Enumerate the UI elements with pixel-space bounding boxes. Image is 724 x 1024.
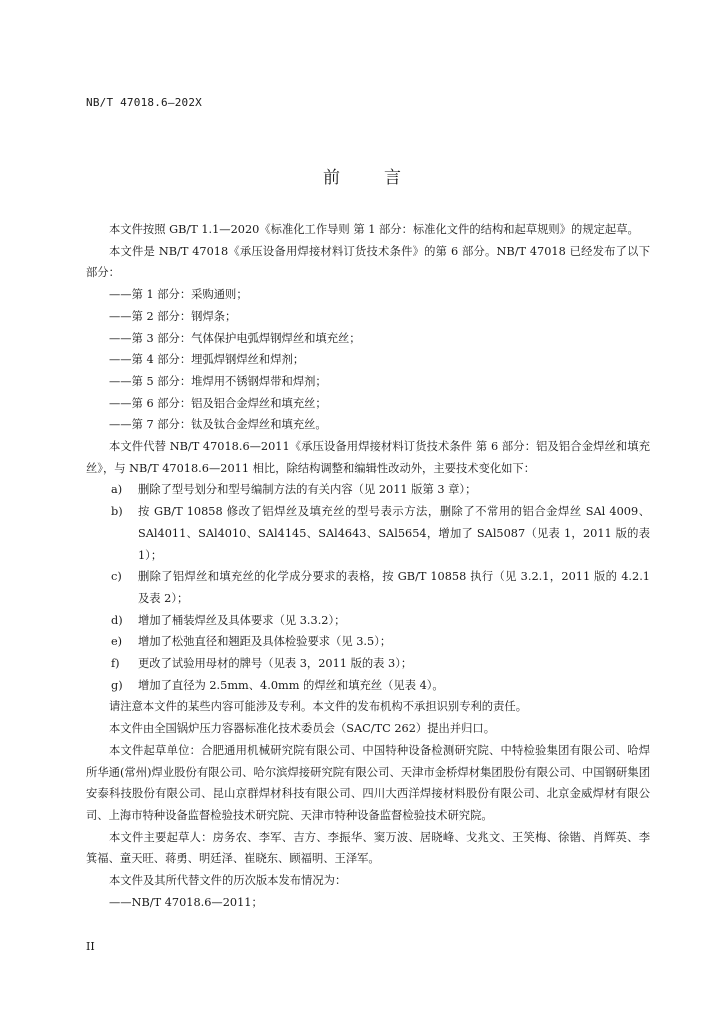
change-marker: c)	[111, 570, 122, 584]
standard-code-header: NB/T 47018.6—202X	[86, 96, 202, 109]
change-text: 按 GB/T 10858 修改了铝焊丝及填充丝的型号表示方法，删除了不常用的铝合金焊丝 SAl 4009、SAl4011、SAl4010、SAl4145、SAl4643、SAl5654，增加了 SAl5087（见表 1，2011 版的表 1）；	[138, 505, 650, 562]
list-item: ——第 1 部分：采购通则；	[109, 288, 248, 302]
paragraph-drafters: 本文件主要起草人：房务农、李军、吉方、李振华、窦万波、居晓峰、戈兆文、王笑梅、徐锴、肖辉英、李箕福、童天旺、蒋勇、明廷泽、崔晓东、顾福明、王泽军。	[86, 830, 650, 866]
paragraph-drafting-units: 本文件起草单位：合肥通用机械研究院有限公司、中国特种设备检测研究院、中特检验集团有限公司、哈焊所华通(常州)焊业股份有限公司、哈尔滨焊接研究院有限公司、天津市金桥焊材集团股份有限公司、中国钢研集团安泰科技股份有限公司、昆山京群焊材科技有限公司、四川大西洋焊接材料股份有限公司、北京金威焊材有限公司、上海市特种设备监督检验技术研究院、天津市特种设备监督检验技术研究院。	[86, 743, 650, 822]
change-item	[86, 631, 650, 653]
page-title: 前言	[323, 168, 445, 188]
history-item: ——NB/T 47018.6—2011；	[109, 895, 263, 909]
paragraph-part-intro: 本文件是 NB/T 47018《承压设备用焊接材料订货技术条件》的第 6 部分。NB/T 47018 已经发布了以下部分：	[86, 244, 650, 280]
foreword-content	[86, 219, 650, 914]
change-item	[86, 675, 650, 697]
change-text: 增加了松弛直径和翘距及具体检验要求（见 3.5）；	[138, 635, 392, 649]
change-text: 增加了桶装焊丝及具体要求（见 3.3.2）；	[138, 613, 346, 627]
change-marker: g)	[111, 678, 123, 692]
list-item: ——第 3 部分：气体保护电弧焊钢焊丝和填充丝；	[109, 331, 361, 345]
paragraph-patent-notice: 请注意本文件的某些内容可能涉及专利。本文件的发布机构不承担识别专利的责任。	[109, 700, 527, 714]
list-item: ——第 5 部分：堆焊用不锈钢焊带和焊剂；	[109, 374, 327, 388]
paragraph-replacement: 本文件代替 NB/T 47018.6—2011《承压设备用焊接材料订货技术条件 第 6 部分：铝及铝合金焊丝和填充丝》，与 NB/T 47018.6—2011 相比，除结构调整和编辑性改动外，主要技术变化如下：	[86, 440, 650, 475]
list-item: ——第 7 部分：钛及钛合金焊丝和填充丝。	[109, 418, 327, 432]
change-item	[86, 479, 650, 501]
change-marker: f)	[111, 657, 120, 671]
change-marker: d)	[111, 613, 123, 627]
change-item	[86, 653, 650, 675]
paragraph-committee: 本文件由全国锅炉压力容器标准化技术委员会（SAC/TC 262）提出并归口。	[109, 722, 495, 736]
change-text: 删除了铝焊丝和填充丝的化学成分要求的表格，按 GB/T 10858 执行（见 3.2.1，2011 版的 4.2.1 及表 2）；	[138, 570, 650, 605]
list-item: ——第 4 部分：埋弧焊钢焊丝和焊剂；	[109, 353, 305, 367]
change-item	[86, 610, 650, 632]
page-number: II	[86, 940, 95, 953]
change-text: 更改了试验用母材的牌号（见表 3，2011 版的表 3）；	[138, 657, 413, 671]
change-item	[86, 501, 650, 566]
paragraph-history-intro: 本文件及其所代替文件的历次版本发布情况为：	[109, 874, 347, 888]
change-text: 增加了直径为 2.5mm、4.0mm 的焊丝和填充丝（见表 4）。	[138, 678, 444, 692]
change-text: 删除了型号划分和型号编制方法的有关内容（见 2011 版第 3 章）；	[138, 483, 477, 497]
paragraph-drafting-rules: 本文件按照 GB/T 1.1—2020《标准化工作导则 第 1 部分：标准化文件的结构和起草规则》的规定起草。	[109, 223, 639, 236]
list-item: ——第 2 部分：钢焊条；	[109, 309, 237, 323]
change-marker: a)	[111, 483, 123, 497]
change-marker: b)	[111, 505, 123, 519]
change-marker: e)	[111, 635, 123, 649]
list-item: ——第 6 部分：铝及铝合金焊丝和填充丝；	[109, 396, 327, 410]
change-item	[86, 566, 650, 609]
